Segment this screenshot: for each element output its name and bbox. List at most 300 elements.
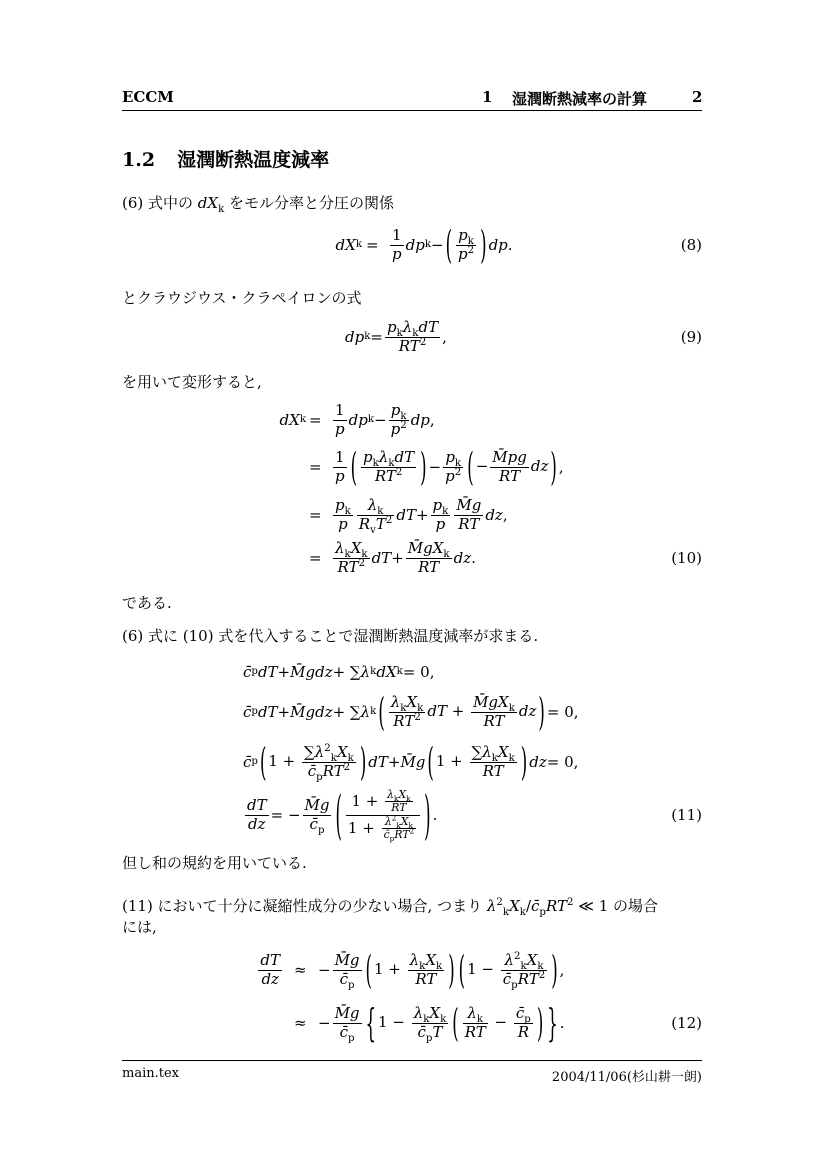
fraction (389, 402, 409, 438)
math-symbol: λ (390, 693, 401, 712)
numerator (463, 1004, 488, 1026)
fraction (406, 540, 452, 576)
math-symbol: dz (485, 506, 503, 524)
text: 1 + (347, 818, 380, 837)
math-symbol: X (509, 897, 520, 915)
bracket-content (374, 952, 446, 988)
math-symbol: λ (486, 897, 497, 915)
bracketed-group (333, 784, 432, 846)
math-symbol: RT (398, 336, 420, 355)
superscript: 2 (496, 897, 503, 908)
math-symbol: p (390, 419, 401, 438)
subscript: p (524, 1014, 531, 1026)
text: (6) 式中の (122, 194, 198, 212)
fraction (463, 1005, 488, 1041)
subscript: p (317, 824, 325, 836)
fraction (258, 952, 282, 988)
denominator (302, 761, 356, 783)
text: = 0, (402, 663, 435, 681)
equation-number: (11) (671, 806, 702, 824)
math-symbol: dT (394, 448, 415, 467)
superscript: 2 (467, 244, 475, 256)
subscript: k (508, 753, 515, 765)
math-symbol: λ (482, 743, 492, 762)
open-delimiter: ( (365, 948, 372, 992)
math-symbol: RT (374, 466, 396, 485)
text: , (558, 458, 564, 476)
paragraph-line (122, 852, 307, 873)
subscript: k (502, 907, 510, 918)
text: である. (122, 594, 172, 612)
text: + (391, 549, 404, 567)
math-symbol: dp (405, 236, 425, 254)
math-symbol: X (398, 787, 407, 801)
math-symbol: dT (418, 318, 439, 337)
math-symbol: c̄ (307, 761, 317, 780)
subscript: k (440, 1014, 447, 1026)
math-symbol: dz (529, 753, 547, 771)
footer-filename: main.tex (122, 1066, 179, 1081)
subscript: k (377, 506, 384, 518)
subscript: k (508, 703, 515, 715)
numerator (302, 743, 356, 765)
superscript: 2 (391, 812, 397, 822)
math-symbol: RT (394, 827, 410, 841)
math-symbol: dz (248, 814, 266, 833)
text: . (507, 236, 513, 254)
math-symbol: RT (499, 466, 521, 485)
math-symbol: M̄gdz (290, 703, 333, 721)
math-symbol: M̄g (400, 753, 426, 771)
subscript: k (396, 820, 401, 830)
close-delimiter: ) (448, 948, 455, 992)
close-delimiter: ) (480, 223, 487, 267)
subscript: p (539, 907, 546, 918)
fraction (245, 797, 269, 833)
subscript: p (316, 771, 323, 783)
equation-row (0, 732, 826, 792)
denominator (385, 802, 412, 814)
paragraph-line (122, 287, 362, 308)
numerator (470, 743, 517, 765)
numerator (333, 1005, 362, 1023)
denominator (333, 468, 347, 485)
math-symbol: X (497, 743, 509, 762)
close-delimiter: } (547, 1001, 558, 1045)
math-symbol: dX (335, 236, 356, 254)
math-symbol: X (406, 693, 418, 712)
open-delimiter: ( (458, 948, 466, 992)
subscript: k (442, 506, 449, 518)
denominator (463, 1024, 488, 1041)
fraction (382, 812, 417, 844)
math-symbol: c̄ (339, 1022, 348, 1041)
math-symbol: M̄g (334, 1004, 360, 1023)
superscript: 2 (324, 743, 331, 755)
fraction (456, 227, 476, 263)
math-symbol: dp (410, 411, 430, 429)
superscript: 2 (385, 514, 393, 526)
subscript: k (400, 703, 407, 715)
superscript: 2 (400, 419, 407, 431)
superscript: 2 (409, 826, 415, 836)
math-symbol: M̄pg (492, 448, 527, 467)
bracket-content (344, 789, 422, 842)
bracket-content (436, 744, 519, 780)
math-symbol: c̄ (243, 753, 252, 771)
subscript: k (218, 204, 225, 215)
text: 1 + (373, 960, 406, 978)
subscript: p (348, 1032, 355, 1044)
subscript: v (370, 524, 376, 536)
superscript: 2 (538, 969, 546, 981)
subscript: k (454, 458, 462, 470)
text: 1 (335, 401, 345, 420)
bracket-content (461, 1005, 535, 1041)
section-title: 湿潤断熱温度減率 (177, 149, 330, 171)
math-symbol: λ (387, 787, 394, 801)
subscript: k (443, 549, 450, 561)
close-delimiter: ) (538, 690, 545, 734)
equation-lhs: c̄ p ( 1 + $\frac{\sum\lambda^2_kX_k}{c̄_pRT^2}$ ) dT + M̄g ( 1 + $\frac{\sum\lambda_kX_k}{RT}$ ) dz = 0, (243, 740, 579, 784)
denominator (471, 713, 517, 730)
math-symbol: p (432, 496, 443, 515)
fraction (303, 796, 332, 836)
text: ∑ (304, 743, 315, 762)
equation-relation: ≈ (294, 1014, 307, 1032)
denominator (303, 814, 332, 836)
equation-rhs: $\frac{1}{p}$ dp k − ( $\frac{p_k}{p^2}$ ) dp . (392, 223, 513, 267)
math-symbol: M̄g (334, 951, 360, 970)
text: + ∑ (332, 703, 361, 721)
equation-lhs (243, 785, 437, 845)
math-symbol: M̄gX (473, 693, 509, 712)
math-symbol: p (363, 448, 373, 467)
text: , (559, 961, 565, 979)
math-symbol: dT (257, 703, 278, 721)
numerator (412, 1004, 449, 1026)
fraction (470, 744, 517, 780)
numerator (389, 401, 409, 423)
subscript: k (467, 236, 474, 248)
numerator (346, 789, 420, 816)
equation-relation: = (309, 549, 322, 567)
equation-lhs: c̄ p dT + M̄gdz + ∑ λ k ( $\frac{\lambda_kX_k}{RT^2}$ dT + $\frac{M̄gX_k}{RT}$ dz ) = 0, (243, 690, 579, 734)
math-symbol: c̄ (243, 703, 252, 721)
text: 1 (335, 448, 345, 467)
text: − (475, 457, 489, 475)
math-symbol: λ (378, 448, 389, 467)
numerator (385, 789, 412, 802)
subscript: k (436, 961, 443, 973)
denominator (412, 1022, 449, 1044)
open-delimiter: ( (335, 784, 342, 846)
math-symbol: dT (368, 753, 388, 771)
subscript: k (344, 506, 351, 518)
text: ∑ (471, 743, 483, 762)
math-symbol: RT (464, 1022, 486, 1041)
numerator (406, 539, 452, 561)
equation-number: (10) (671, 549, 702, 567)
text: − (428, 458, 442, 476)
math-symbol: dX (376, 663, 397, 681)
denominator (408, 971, 445, 988)
header-rule (122, 110, 702, 111)
bracketed-group (450, 1001, 545, 1045)
denominator (382, 826, 417, 844)
paragraph-line (122, 592, 172, 613)
equation-relation: ≈ (294, 961, 307, 979)
math-symbol: λ (314, 743, 325, 762)
equation-row (0, 528, 826, 588)
math-symbol: dp (345, 328, 365, 346)
math-symbol: λ (504, 951, 514, 970)
fraction (490, 449, 529, 485)
equation-lhs: dX k (335, 236, 362, 254)
denominator (333, 559, 370, 576)
math-symbol: M̄g (456, 496, 482, 515)
open-delimiter: ( (259, 740, 267, 784)
fraction (333, 951, 362, 991)
denominator (346, 812, 420, 844)
fraction (333, 449, 347, 485)
bracket-content (476, 449, 549, 485)
subscript: k (372, 458, 379, 470)
superscript: 2 (343, 761, 351, 773)
bracketed-group (465, 445, 559, 489)
bracket-content (387, 694, 537, 730)
math-symbol: p (435, 514, 446, 533)
math-symbol: T (432, 1022, 443, 1041)
math-symbol: T (375, 514, 386, 533)
math-symbol: RT (322, 761, 344, 780)
numerator (389, 693, 426, 715)
math-symbol: p (445, 448, 455, 467)
text: 但し和の規約を用いている. (122, 854, 307, 872)
text: とクラウジウス・クラペイロンの式 (122, 289, 362, 307)
math-symbol: dz (453, 549, 472, 567)
math-symbol: M̄g (304, 796, 330, 815)
math-symbol: dX (197, 194, 219, 212)
paragraph-line (122, 371, 262, 392)
text: = 0, (546, 753, 579, 771)
text: = (370, 328, 383, 346)
numerator (443, 448, 463, 470)
math-symbol: dz (530, 457, 549, 475)
math-symbol: X (526, 951, 538, 970)
math-symbol: dp (488, 236, 508, 254)
open-delimiter: ( (378, 690, 385, 734)
math-symbol: p (335, 419, 345, 438)
subscript: p (389, 834, 395, 844)
open-delimiter: ( (427, 740, 434, 784)
text: . (471, 549, 476, 567)
math-symbol: λ (360, 703, 371, 721)
math-symbol: X (400, 814, 409, 828)
math-symbol: p (458, 244, 468, 263)
equation-rhs (318, 940, 564, 1000)
text: 1 + (351, 791, 384, 810)
math-symbol: p (458, 226, 468, 245)
math-symbol: RT (393, 711, 415, 730)
subscript: p (348, 979, 355, 991)
text: + (277, 703, 291, 721)
text: には, (122, 918, 157, 936)
math-symbol: RT (458, 514, 480, 533)
numerator (303, 797, 332, 815)
math-symbol: M̄gX (407, 539, 444, 558)
running-header-left: ECCM (122, 88, 174, 106)
math-symbol: λ (467, 1004, 477, 1023)
paragraph-line (122, 192, 394, 213)
equation-relation: = (309, 458, 322, 476)
bracket-content (359, 449, 418, 485)
math-symbol: λ (402, 318, 413, 337)
text: 1 (392, 226, 402, 245)
math-symbol: RT (483, 711, 505, 730)
math-symbol: RT (337, 557, 359, 576)
math-symbol: dT (247, 796, 267, 815)
paragraph-line (122, 895, 658, 916)
numerator (456, 226, 476, 248)
equation-number: (9) (680, 328, 702, 346)
math-symbol: M̄gdz (290, 663, 333, 681)
bracketed-group (457, 948, 560, 992)
fraction (390, 227, 404, 263)
numerator (357, 496, 395, 518)
math-symbol: c̄ (531, 897, 540, 915)
open-delimiter: ( (452, 1001, 459, 1045)
math-symbol: λ (367, 496, 378, 515)
denominator (389, 713, 426, 730)
math-symbol: dz (518, 702, 537, 720)
bracketed-group (258, 740, 368, 784)
math-symbol: p (445, 466, 455, 485)
numerator (471, 693, 517, 715)
text: , (442, 328, 447, 346)
denominator (389, 421, 409, 438)
fraction (302, 743, 356, 783)
text: − (431, 236, 444, 254)
denominator (390, 246, 404, 263)
text: ≪ 1 の場合 (573, 897, 659, 915)
text: − (489, 1013, 512, 1031)
math-symbol: p (335, 496, 345, 515)
text: + (387, 753, 401, 771)
superscript: 2 (414, 711, 421, 723)
subscript: k (408, 820, 413, 830)
superscript: 2 (566, 897, 574, 908)
equation-row (0, 307, 826, 367)
equation-lhs: dp k = $\frac{p_k\lambda_kdT}{RT^2}$ , (345, 318, 447, 355)
close-delimiter: ) (550, 445, 557, 489)
math-symbol: p (390, 401, 401, 420)
math-symbol: dT (257, 663, 278, 681)
text: = 0, (546, 703, 579, 721)
subscript: k (417, 703, 424, 715)
numerator (245, 797, 269, 815)
equation-row (0, 215, 826, 275)
math-symbol: c̄ (417, 1022, 426, 1041)
denominator (406, 559, 452, 576)
fraction (333, 1004, 362, 1044)
denominator (333, 421, 347, 438)
fraction (385, 319, 440, 355)
numerator (408, 951, 445, 973)
subscript: k (388, 458, 395, 470)
superscript: 2 (513, 951, 521, 963)
subscript: k (537, 961, 544, 973)
superscript: 2 (395, 466, 403, 478)
denominator (501, 969, 547, 991)
superscript: 2 (419, 336, 427, 348)
numerator (333, 402, 347, 420)
subscript: p (511, 979, 518, 991)
text: . (432, 806, 438, 824)
math-symbol: c̄ (339, 969, 348, 988)
math-symbol: X (336, 743, 348, 762)
close-delimiter: ) (536, 1001, 544, 1045)
text: − (318, 961, 331, 979)
text: 1 − (378, 1013, 410, 1031)
page-number: 2 (692, 88, 703, 106)
math-symbol: dT (371, 549, 392, 567)
numerator (333, 539, 370, 561)
denominator (514, 1024, 533, 1041)
math-symbol: RT (391, 801, 407, 815)
bracket-content (454, 227, 478, 263)
denominator (456, 246, 476, 263)
math-symbol: dT (260, 951, 280, 970)
math-symbol: c̄ (502, 969, 512, 988)
numerator (333, 449, 347, 467)
bracketed-group (444, 223, 489, 267)
equation-rhs (331, 528, 476, 588)
equation-rhs (318, 993, 565, 1053)
math-symbol: p (335, 466, 345, 485)
text: / (525, 897, 531, 915)
equation-relation: = (309, 506, 322, 524)
text: をモル分率と分圧の関係 (224, 194, 395, 212)
text: − (374, 411, 387, 429)
equation-row (0, 993, 826, 1053)
denominator (385, 338, 440, 355)
text: を用いて変形すると, (122, 373, 262, 391)
text: , (502, 506, 508, 524)
math-symbol: c̄ (309, 814, 318, 833)
section-number: 1.2 (122, 149, 156, 171)
math-symbol: c̄ (515, 1004, 525, 1023)
subscript: k (361, 549, 368, 561)
running-header-chapter-number: 1 (482, 88, 493, 106)
math-symbol: dT (396, 506, 416, 524)
subscript: k (406, 793, 411, 803)
subscript: k (520, 961, 527, 973)
paragraph-line (122, 916, 157, 937)
numerator (454, 497, 483, 515)
math-symbol: RT (545, 897, 567, 915)
fraction (408, 952, 445, 988)
equation-row (0, 940, 826, 1000)
fraction (346, 789, 420, 842)
math-symbol: dp (348, 411, 368, 429)
subscript: k (394, 793, 399, 803)
text: . (559, 1014, 565, 1032)
fraction (471, 694, 517, 730)
math-symbol: R (358, 514, 371, 533)
close-delimiter: ) (520, 740, 528, 784)
math-symbol: c̄ (243, 663, 252, 681)
